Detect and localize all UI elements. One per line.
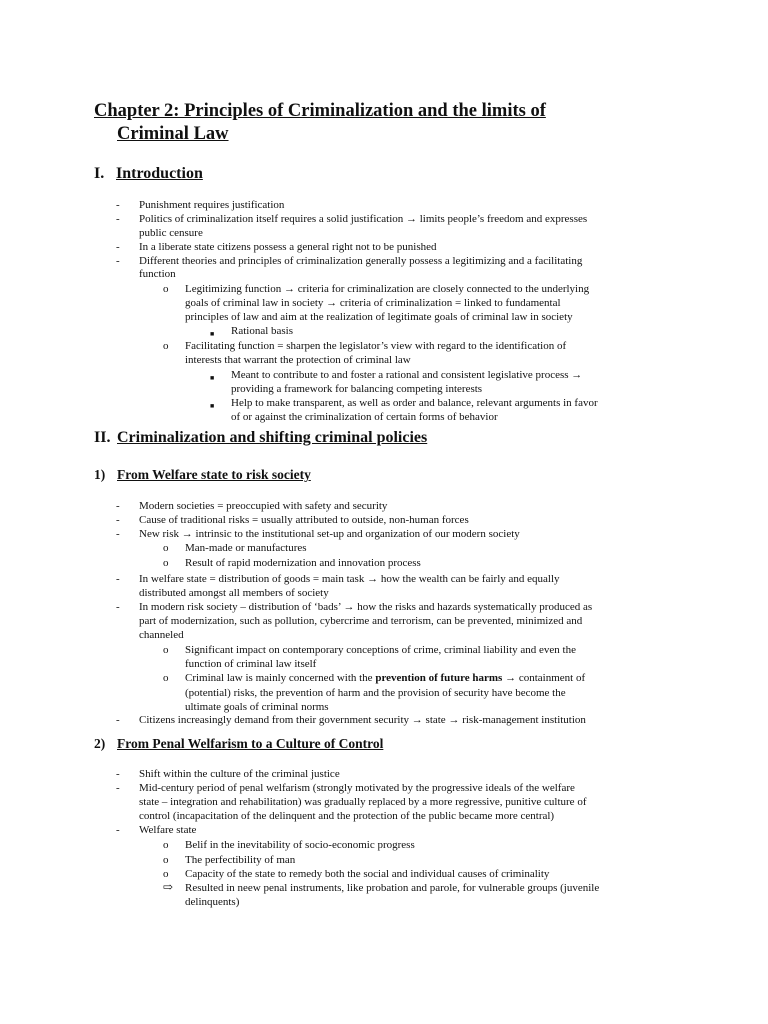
subsection-number: 2) xyxy=(94,736,106,751)
circle-bullet: o xyxy=(163,557,169,569)
dash-bullet: - xyxy=(116,199,120,211)
subsection-heading-penal-control xyxy=(94,735,383,752)
section-heading-introduction xyxy=(94,164,203,184)
circle-bullet: o xyxy=(163,854,169,866)
dash-bullet: - xyxy=(116,514,120,526)
section-number: II. xyxy=(94,429,111,446)
section-title: Criminalization and shifting criminal policies xyxy=(117,429,428,446)
chapter-title-line2: Criminal Law xyxy=(117,124,229,144)
dash-bullet: - xyxy=(116,714,120,726)
dash-bullet: - xyxy=(116,500,120,512)
dash-bullet: - xyxy=(116,241,120,253)
dash-bullet: - xyxy=(116,824,120,836)
circle-bullet: o xyxy=(163,672,169,684)
emphasis-text: prevention of future harms xyxy=(375,672,503,684)
chapter-title-line1: Chapter 2: Principles of Criminalization and the limits of xyxy=(94,101,546,121)
circle-bullet: o xyxy=(163,868,169,880)
dash-bullet: - xyxy=(116,782,120,794)
subsection-heading-welfare-risk xyxy=(94,466,311,483)
subsection-title: From Penal Welfarism to a Culture of Control xyxy=(117,736,384,751)
square-bullet: ■ xyxy=(210,402,215,410)
dash-bullet: - xyxy=(116,573,120,585)
square-bullet: ■ xyxy=(210,374,215,382)
dash-bullet: - xyxy=(116,601,120,613)
dash-bullet: - xyxy=(116,528,120,540)
dash-bullet: - xyxy=(116,213,120,225)
subsection-number: 1) xyxy=(94,467,106,482)
dash-bullet: - xyxy=(116,768,120,780)
circle-bullet: o xyxy=(163,283,169,295)
square-bullet: ■ xyxy=(210,330,215,338)
section-number: I. xyxy=(94,165,105,182)
circle-bullet: o xyxy=(163,839,169,851)
dash-bullet: - xyxy=(116,255,120,267)
circle-bullet: o xyxy=(163,644,169,656)
section-title: Introduction xyxy=(116,165,203,182)
circle-bullet: o xyxy=(163,542,169,554)
section-heading-criminalization xyxy=(94,428,427,448)
document-page: Chapter 2: Principles of Criminalization and the limits of Criminal Law I. Introduction - Punishment requires justification - Politics of criminalization itself requires a solid justification → limits people’s freedom and expresses public censure - In a liberate state citizens possess a general right not to be punished - Different theories and principles of criminalization generally possess a legitimizing and a facilitating function o Legitimizing function → criteria for criminalization are closely connected to the underlying goals of criminal law in society → criteria of criminalization = linked to fundamental principles of law and aim at the realization of legitimate goals of criminal law in society ■ Rational basis o Facilitating function = sharpen the legislator’s view with regard to the identification of interests that warrant the protection of criminal law ■ Meant to contribute to and foster a rational and consistent legislative process → providing a framework for balancing competing interests ■ Help to make transparent, as well as order and balance, relevant arguments in favor of or against the criminalization of certain forms of behavior II. Criminalization and shifting criminal policies 1) From Welfare state to risk society - Modern societies = preoccupied with safety and security - Cause of traditional risks = usually attributed to outside, non-human forces - New risk → intrinsic to the institutional set-up and organization of our modern society o Man-made or manufactures o Result of rapid modernization and innovation process - In welfare state = distribution of goods = main task → how the wealth can be fairly and equally distributed amongst all members of society - In modern risk society – distribution of ‘bads’ → how the risks and hazards systematically produced as part of modernization, such as pollution, cybercrime and terrorism, can be prevented, minimized and channeled o Significant impact on contemporary conceptions of crime, criminal liability and even the function of criminal law itself o Criminal law is mainly concerned with the prevention of future harms → containment of (potential) risks, the prevention of harm and the provision of security have become the ultimate goals of criminal norms - Citizens increasingly demand from their government security → state → risk-management institution 2) From Penal Welfarism to a Culture of Control - Shift within the culture of the criminal justice - Mid-century period of penal welfarism (strongly motivated by the progressive ideals of the welfare state – integration and rehabilitation) was gradually replaced by a more regressive, punitive culture of control (incapacitation of the delinquent and the protection of the public became more central) - Welfare state o Belif in the inevitability of socio-economic progress o The perfectibility of man o Capacity of the state to remedy both the social and individual causes of criminality ⇨ Resulted in neew penal instruments, like probation and parole, for vulnerable groups (juvenile delinquents) xyxy=(0,0,768,1024)
arrow-bullet-icon: ⇨ xyxy=(163,880,174,894)
subsection-title: From Welfare state to risk society xyxy=(117,467,311,482)
circle-bullet: o xyxy=(163,340,169,352)
chapter-title xyxy=(94,100,654,146)
